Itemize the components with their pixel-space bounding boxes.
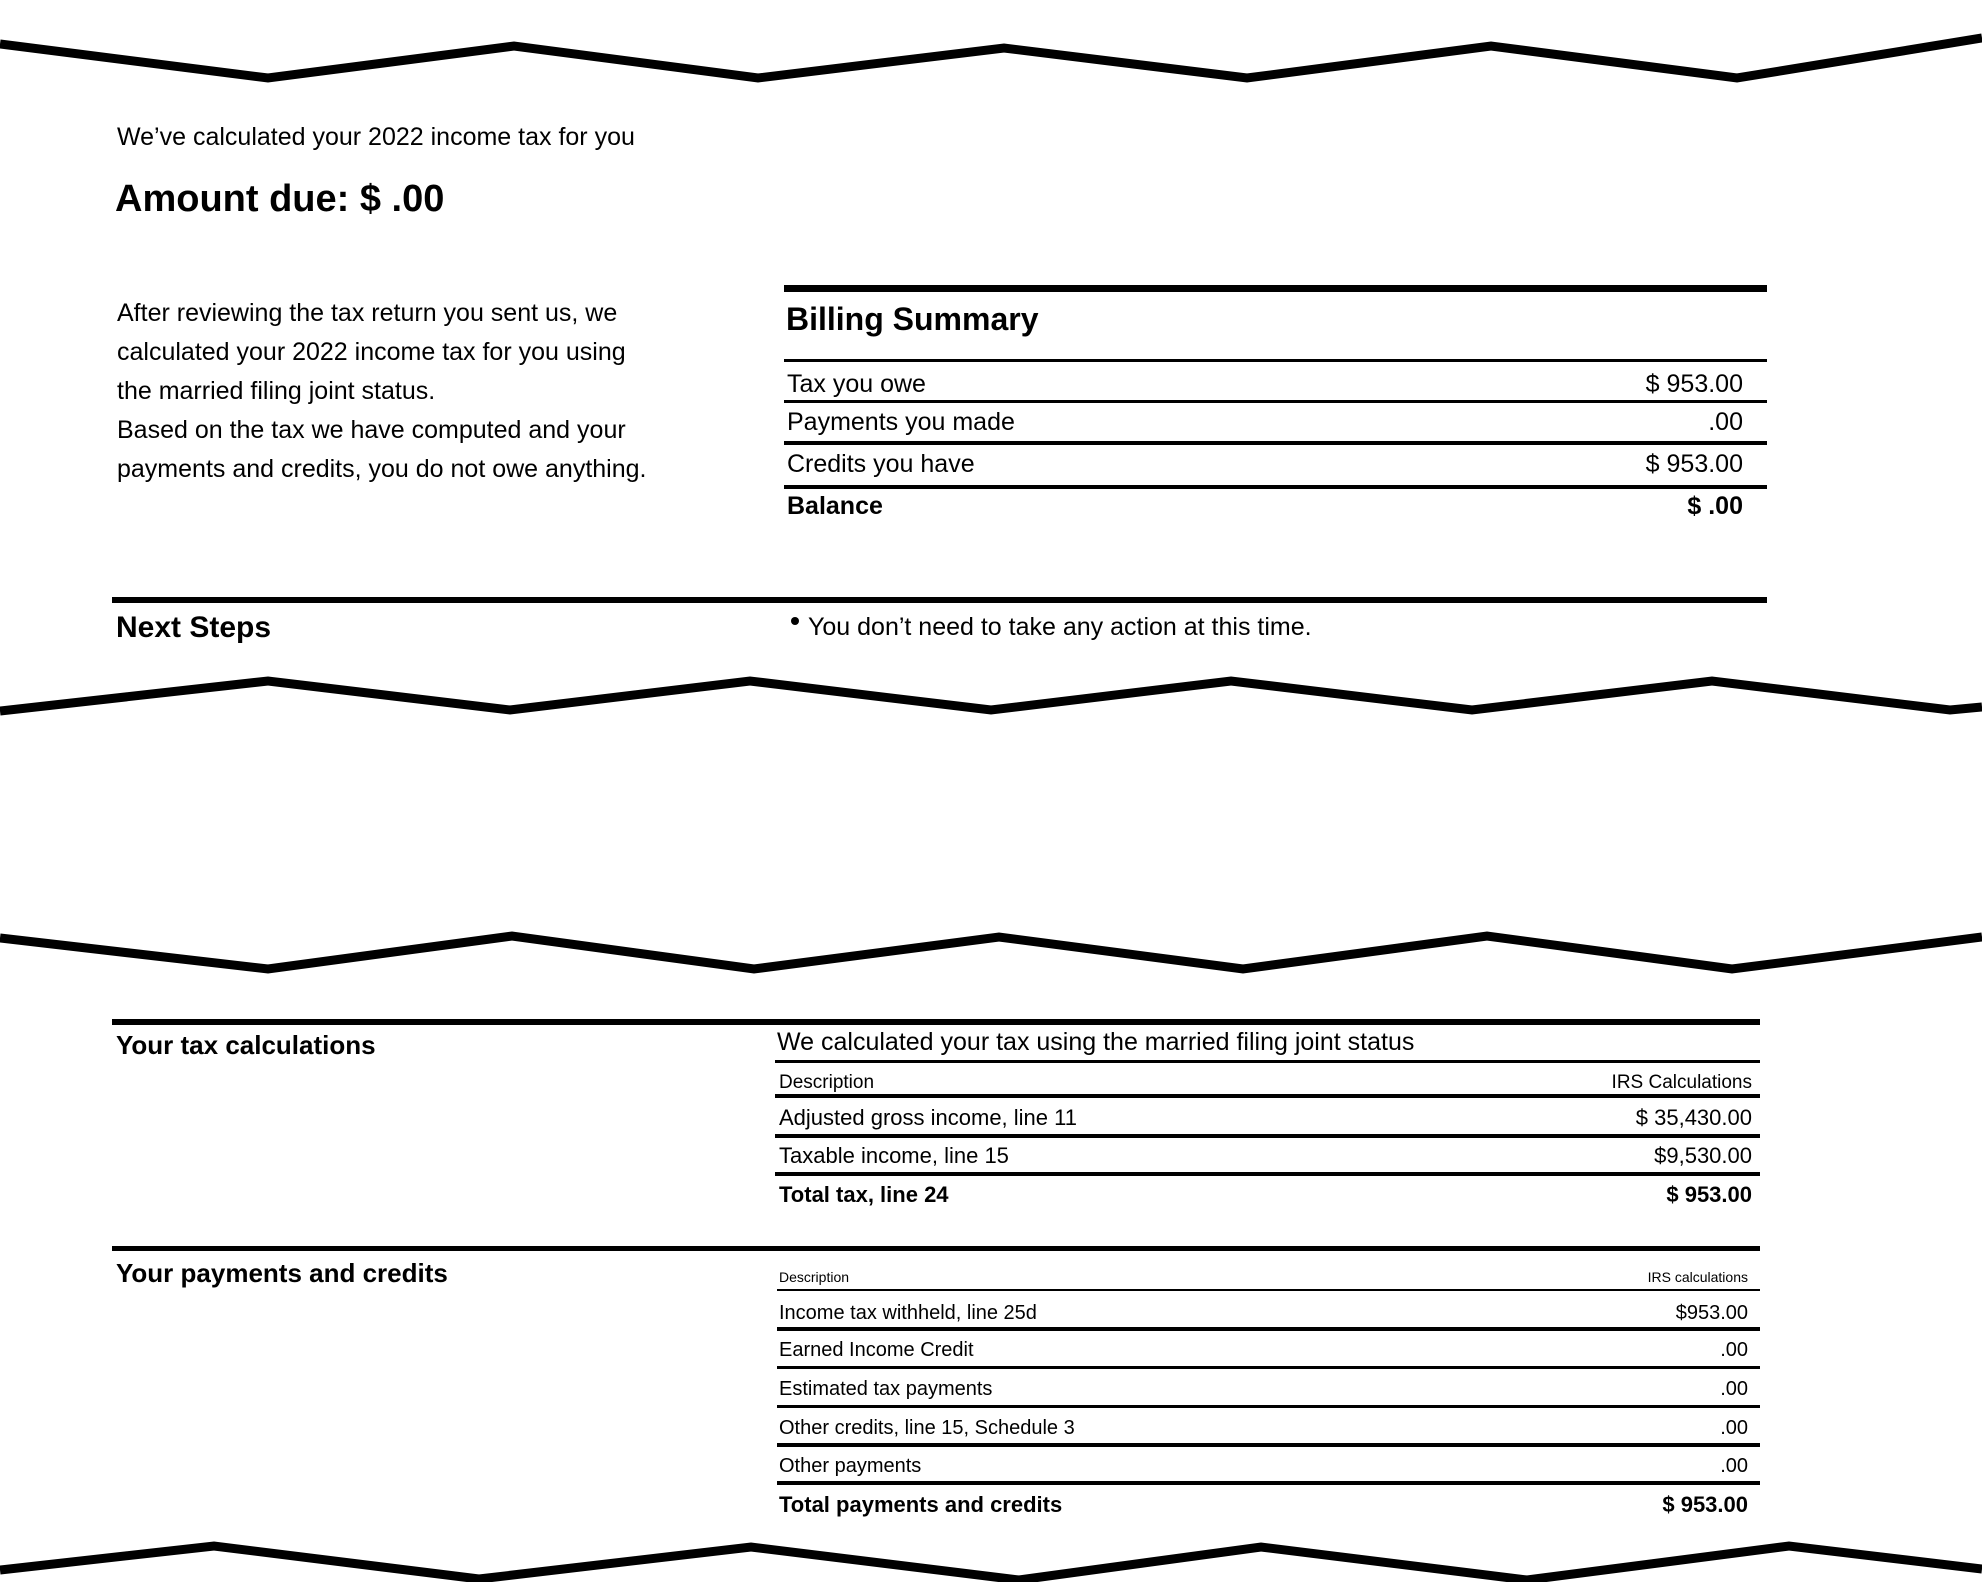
torn-edge-bottom bbox=[0, 1546, 1982, 1580]
payments-credits-header-row bbox=[777, 1269, 1760, 1286]
bullet-icon bbox=[791, 617, 799, 625]
tax-calculations-row-rule bbox=[775, 1094, 1760, 1098]
row-value: $ 35,430.00 bbox=[1635, 1105, 1752, 1130]
billing-row-value: $ 953.00 bbox=[1645, 450, 1743, 478]
billing-row-rule bbox=[784, 400, 1767, 403]
row-value: $953.00 bbox=[1675, 1302, 1748, 1324]
billing-row-label: Payments you made bbox=[787, 408, 1015, 436]
row-value: $9,530.00 bbox=[1654, 1143, 1752, 1168]
row-value: .00 bbox=[1720, 1455, 1748, 1477]
amount-due-heading: Amount due: $ .00 bbox=[115, 178, 445, 220]
paragraph-line: calculated your 2022 income tax for you using bbox=[117, 338, 626, 366]
row-label: Other payments bbox=[779, 1455, 922, 1477]
column-header-irs-calculations: IRS Calculations bbox=[1611, 1072, 1752, 1093]
row-label: Adjusted gross income, line 11 bbox=[779, 1105, 1077, 1130]
payments-credits-row-rule bbox=[777, 1443, 1760, 1447]
tax-calculations-top-rule bbox=[112, 1019, 1760, 1025]
paragraph-line: After reviewing the tax return you sent us, we bbox=[117, 299, 618, 327]
torn-edge-middle-lower bbox=[0, 936, 1982, 969]
billing-row-balance bbox=[784, 491, 1767, 521]
payments-credits-row bbox=[777, 1377, 1760, 1401]
row-label: Estimated tax payments bbox=[779, 1378, 993, 1400]
payments-credits-row-rule bbox=[777, 1289, 1760, 1291]
row-label: Total payments and credits bbox=[779, 1492, 1063, 1517]
payments-credits-title: Your payments and credits bbox=[116, 1258, 448, 1288]
billing-row-label: Credits you have bbox=[787, 450, 975, 478]
tax-calculations-total-row bbox=[775, 1181, 1760, 1208]
payments-credits-top-rule bbox=[112, 1246, 1760, 1251]
tax-calculations-row bbox=[775, 1142, 1760, 1169]
billing-row-label: Balance bbox=[787, 492, 883, 520]
billing-summary-title: Billing Summary bbox=[786, 301, 1039, 337]
tax-calculations-row-rule bbox=[775, 1172, 1760, 1176]
row-value: .00 bbox=[1720, 1339, 1748, 1361]
payments-credits-total-row bbox=[777, 1492, 1760, 1518]
paragraph-line: Based on the tax we have computed and your bbox=[117, 416, 626, 444]
row-value: .00 bbox=[1720, 1378, 1748, 1400]
billing-row-value: $ .00 bbox=[1687, 492, 1743, 520]
payments-credits-row bbox=[777, 1416, 1760, 1440]
next-steps-bullet-text: You don’t need to take any action at this time. bbox=[808, 613, 1312, 641]
notice-intro-line: We’ve calculated your 2022 income tax for you bbox=[117, 123, 635, 151]
payments-credits-row-rule bbox=[777, 1327, 1760, 1331]
row-value: $ 953.00 bbox=[1662, 1492, 1748, 1517]
billing-row bbox=[784, 407, 1767, 437]
billing-summary-title-rule bbox=[784, 359, 1767, 362]
torn-edge-top bbox=[0, 38, 1982, 78]
tax-calculations-caption: We calculated your tax using the married filing joint status bbox=[777, 1028, 1415, 1056]
row-value: $ 953.00 bbox=[1666, 1182, 1752, 1207]
billing-row bbox=[784, 449, 1767, 479]
billing-row-value: .00 bbox=[1708, 408, 1743, 436]
tax-calculations-header-row bbox=[775, 1071, 1760, 1095]
tax-calculations-title: Your tax calculations bbox=[116, 1030, 376, 1060]
payments-credits-row bbox=[777, 1338, 1760, 1362]
row-label: Taxable income, line 15 bbox=[779, 1143, 1009, 1168]
billing-row-rule bbox=[784, 441, 1767, 445]
payments-credits-row-rule bbox=[777, 1481, 1760, 1485]
payments-credits-row-rule bbox=[777, 1366, 1760, 1369]
torn-edge-middle-upper bbox=[0, 681, 1982, 711]
payments-credits-row bbox=[777, 1301, 1760, 1325]
tax-calculations-row bbox=[775, 1104, 1760, 1131]
tax-calculations-caption-rule bbox=[775, 1060, 1760, 1063]
row-value: .00 bbox=[1720, 1417, 1748, 1439]
billing-row-value: $ 953.00 bbox=[1645, 370, 1743, 398]
billing-row bbox=[784, 369, 1767, 399]
row-label: Earned Income Credit bbox=[779, 1339, 974, 1361]
row-label: Total tax, line 24 bbox=[779, 1182, 949, 1207]
next-steps-top-rule bbox=[112, 597, 1767, 603]
column-header-irs-calculations: IRS calculations bbox=[1647, 1269, 1748, 1285]
explanation-paragraph bbox=[117, 294, 647, 489]
billing-row-rule bbox=[784, 485, 1767, 489]
billing-row-label: Tax you owe bbox=[787, 370, 926, 398]
paragraph-line: the married filing joint status. bbox=[117, 377, 436, 405]
row-label: Income tax withheld, line 25d bbox=[779, 1302, 1037, 1324]
tax-calculations-row-rule bbox=[775, 1134, 1760, 1138]
column-header-description: Description bbox=[779, 1269, 850, 1285]
billing-summary-top-rule bbox=[784, 285, 1767, 292]
row-label: Other credits, line 15, Schedule 3 bbox=[779, 1417, 1075, 1439]
paragraph-line: payments and credits, you do not owe anything. bbox=[117, 455, 647, 483]
payments-credits-row bbox=[777, 1454, 1760, 1478]
next-steps-title: Next Steps bbox=[116, 611, 272, 644]
payments-credits-row-rule bbox=[777, 1405, 1760, 1408]
column-header-description: Description bbox=[779, 1072, 875, 1093]
